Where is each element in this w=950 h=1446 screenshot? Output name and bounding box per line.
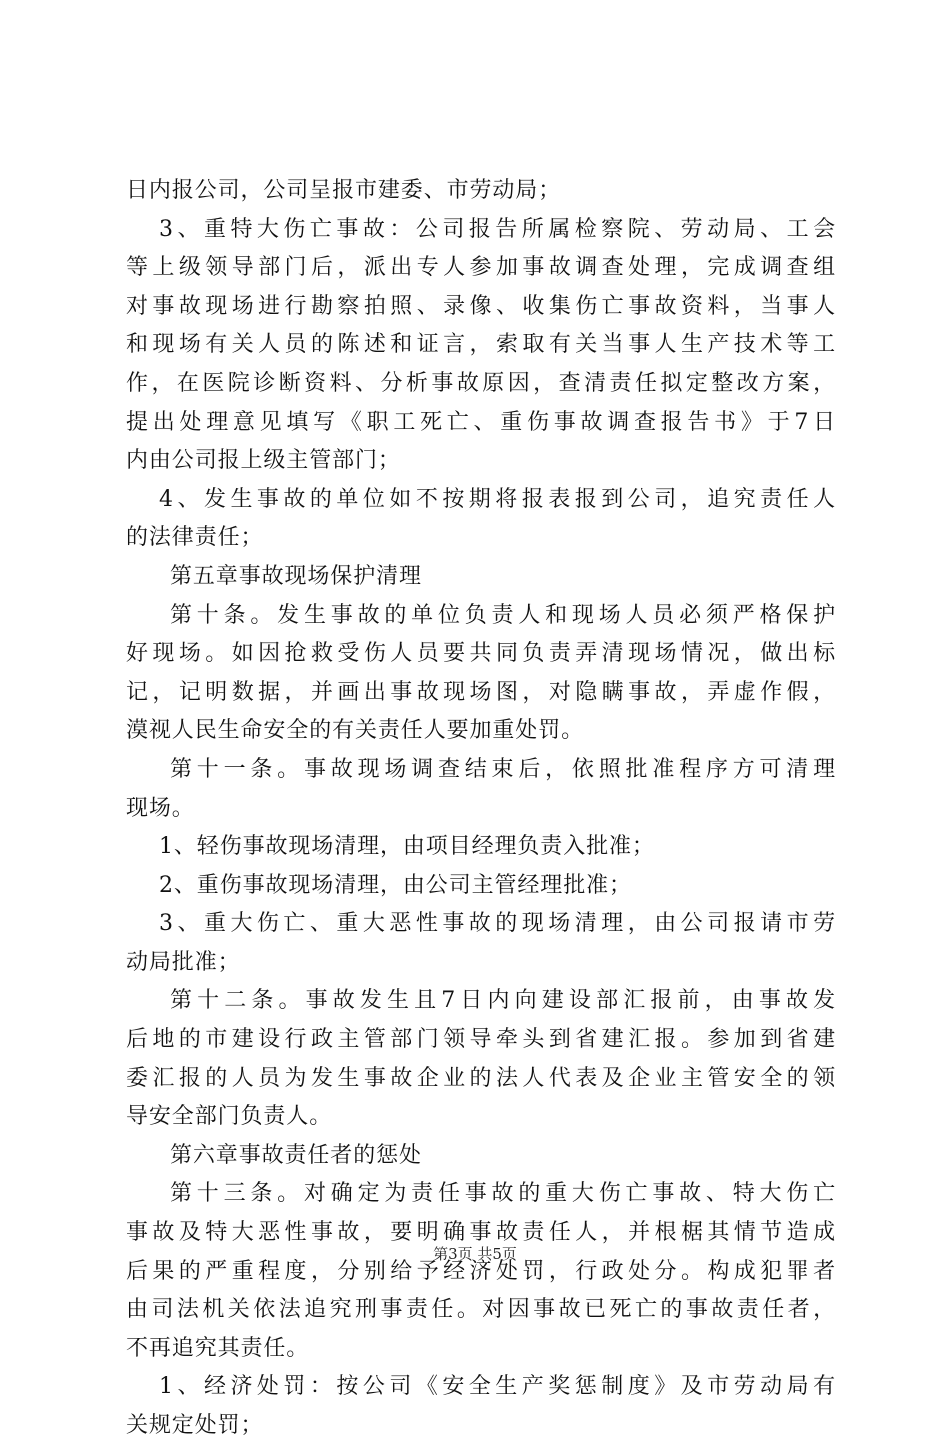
text-line: 后果的严重程度，分别给予经济处罚，行政处分。构成犯罪者 xyxy=(126,1258,836,1284)
text-line: 由司法机关依法追究刑事责任。对因事故已死亡的事故责任者， xyxy=(126,1297,836,1323)
text-line: 不再追究其责任。 xyxy=(126,1335,310,1361)
text-line: 1、轻伤事故现场清理，由项目经理负责入批准； xyxy=(159,834,655,860)
text-line: 事故及特大恶性事故，要明确事故责任人，并根椐其情节造成 xyxy=(126,1220,836,1246)
text-line: 提出处理意见填写《职工死亡、重伤事故调查报告书》于7日 xyxy=(126,409,836,435)
text-line: 和现场有关人员的陈述和证言，索取有关当事人生产技术等工 xyxy=(126,332,836,358)
text-line: 动局批准； xyxy=(126,949,241,975)
text-line: 第十条。发生事故的单位负责人和现场人员必须严格保护 xyxy=(170,602,836,628)
text-line: 第十三条。对确定为责任事故的重大伤亡事故、特大伤亡 xyxy=(170,1181,836,1207)
text-line: 等上级领导部门后，派出专人参加事故调查处理，完成调查组 xyxy=(126,255,836,281)
text-line: 第十一条。事故现场调查结束后，依照批准程序方可清理 xyxy=(170,756,836,782)
text-line: 内由公司报上级主管部门； xyxy=(126,448,401,474)
text-line: 第六章事故责任者的惩处 xyxy=(170,1142,422,1168)
text-line: 记，记明数据，并画出事故现场图，对隐瞒事故，弄虚作假， xyxy=(126,679,836,705)
text-line: 第五章事故现场保护清理 xyxy=(170,563,422,589)
page-footer: 第3页 共5页 xyxy=(433,1245,517,1263)
text-line: 日内报公司，公司呈报市建委、市劳动局； xyxy=(126,178,562,203)
text-line: 漠视人民生命安全的有关责任人要加重处罚。 xyxy=(126,718,585,744)
text-line: 委汇报的人员为发生事故企业的法人代表及企业主管安全的领 xyxy=(126,1065,836,1091)
text-line: 4、发生事故的单位如不按期将报表报到公司，追究责任人 xyxy=(159,486,836,512)
text-line: 导安全部门负责人。 xyxy=(126,1104,333,1130)
text-line: 后地的市建设行政主管部门领导牵头到省建汇报。参加到省建 xyxy=(126,1027,836,1053)
text-line: 作，在医院诊断资料、分析事故原因，查清责任拟定整改方案， xyxy=(126,370,836,396)
text-line: 的法律责任； xyxy=(126,525,264,551)
text-line: 1、经济处罚：按公司《安全生产奖惩制度》及市劳动局有 xyxy=(159,1374,836,1400)
text-line: 3、重大伤亡、重大恶性事故的现场清理，由公司报请市劳 xyxy=(159,911,836,937)
text-line: 现场。 xyxy=(126,795,195,821)
text-line: 2、重伤事故现场清理，由公司主管经理批准； xyxy=(159,872,632,898)
text-line: 关规定处罚； xyxy=(126,1413,264,1438)
text-line: 对事故现场进行勘察拍照、录像、收集伤亡事故资料，当事人 xyxy=(126,293,836,319)
text-line: 3、重特大伤亡事故：公司报告所属检察院、劳动局、工会 xyxy=(159,216,836,242)
text-line: 好现场。如因抢救受伤人员要共同负责弄清现场情况，做出标 xyxy=(126,641,836,667)
text-line: 第十二条。事故发生且7日内向建设部汇报前，由事故发 xyxy=(170,988,836,1014)
